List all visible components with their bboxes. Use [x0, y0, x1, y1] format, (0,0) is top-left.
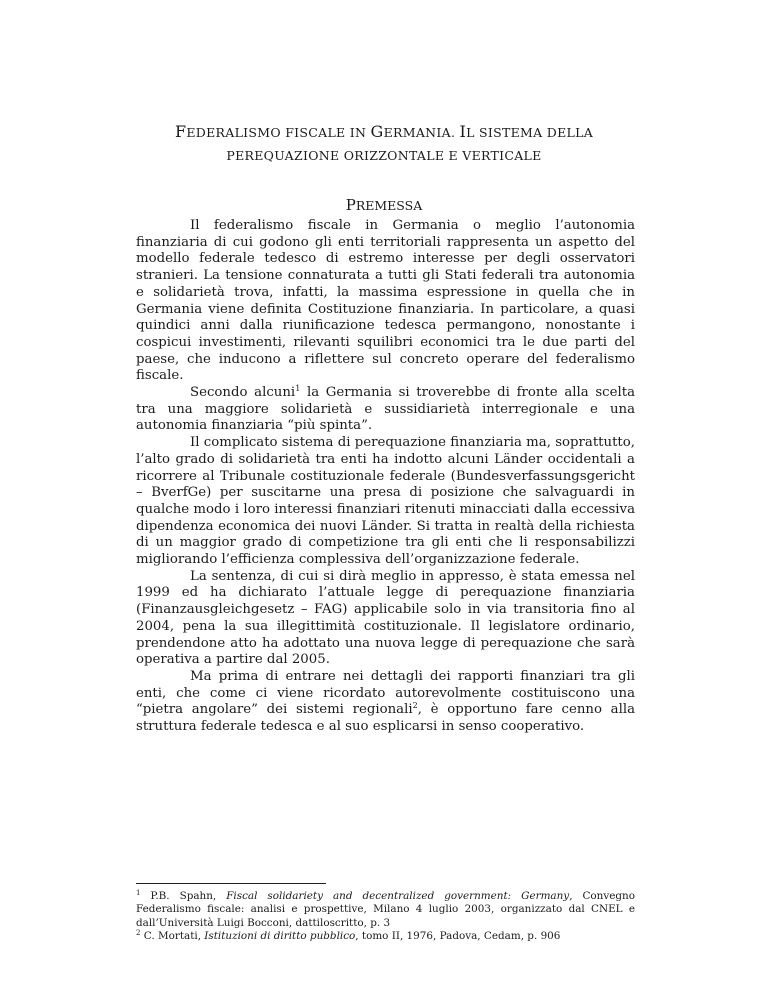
paragraph: Secondo alcuni$^1$ la Germania si troverebbe di fronte alla scelta tra una maggiore solidarietà e sussidiarietà interregionale e una autonomia finanziaria “più spinta”. — [136, 384, 636, 434]
paragraph: Il federalismo fiscale in Germania o meglio l’autonomia finanziaria di cui godono gli enti territoriali rappresenta un aspetto del modello federale tedesco di estremo interesse per degli osservatori stranieri. La tensione connaturata a tutti gli Stati federali tra autonomia e solidarietà trova, infatti, la massima espressione in quella che in Germania viene definita Costituzione finanziaria. In particolare, a quasi quindici anni dalla riunificazione tedesca permangono, nonostante i cospicui investimenti, rilevanti squilibri economici tra le due parti del paese, che inducono a riflettere sul concreto operare del federalismo fiscale. — [136, 218, 635, 384]
paragraph: Il complicato sistema di perequazione finanziaria ma, soprattutto, l’alto grado di solidarietà tra enti ha indotto alcuni Länder occidentali a ricorrere al Tribunale costituzionale federale (Bundesverfassungsgericht – BverfGe) per suscitarne una presa di posizione che salvaguardi in qualche modo i loro interessi finanziari ritenuti minacciati dalla eccessiva dipendenza economica dei nuovi Länder. Si tratta in realtà della richiesta di un maggior grado di competizione tra gli enti che li responsabilizzi migliorando l’efficienza complessiva dell’organizzazione federale. — [136, 435, 635, 568]
footnotes — [136, 890, 635, 944]
footnote-ref[interactable]: 1 — [295, 384, 301, 394]
paragraph: La sentenza, di cui si dirà meglio in appresso, è stata emessa nel 1999 ed ha dichiarato l’attuale legge di perequazione finanziaria (Finanzausgleichgesetz – FAG) applicabile solo in via transitoria fino al 2004, pena la sua illegittimità costituzionale. Il legislatore ordinario, prendendone atto ha adottato una nuova legge di perequazione che sarà operativa a partire dal 2005. — [136, 568, 635, 668]
footnote: $^2$ C. Mortati, Istituzioni di diritto pubblico, tomo II, 1976, Padova, Cedam, p. 906 — [136, 929, 561, 943]
document-title-line-2: PEREQUAZIONE ORIZZONTALE E VERTICALE — [226, 148, 542, 163]
body-text — [136, 218, 635, 736]
footnote: $^1$ P.B. Spahn, Fiscal solidariety and decentralized government: Germany, Convegno Federalismo fiscale: analisi e prospettive, Milano 4 luglio 2003, organizzato dal CNEL e dall’Università Luigi Bocconi, dattiloscritto, p. 3 — [136, 889, 635, 929]
document-title-line-1: FEDERALISMO FISCALE IN GERMANIA. IL SISTEMA DELLA — [174, 122, 594, 141]
paragraph: Ma prima di entrare nei dettagli dei rapporti finanziari tra gli enti, che come ci viene ricordato autorevolmente costituiscono una “pietra angolare” dei sistemi regionali$^2$, è opportuno fare cenno alla struttura federale tedesca e al suo esplicarsi in senso cooperativo. — [136, 668, 635, 735]
section-heading: PREMESSA — [345, 196, 423, 214]
footnote-divider — [136, 883, 326, 884]
footnote-ref[interactable]: 2 — [412, 701, 418, 711]
